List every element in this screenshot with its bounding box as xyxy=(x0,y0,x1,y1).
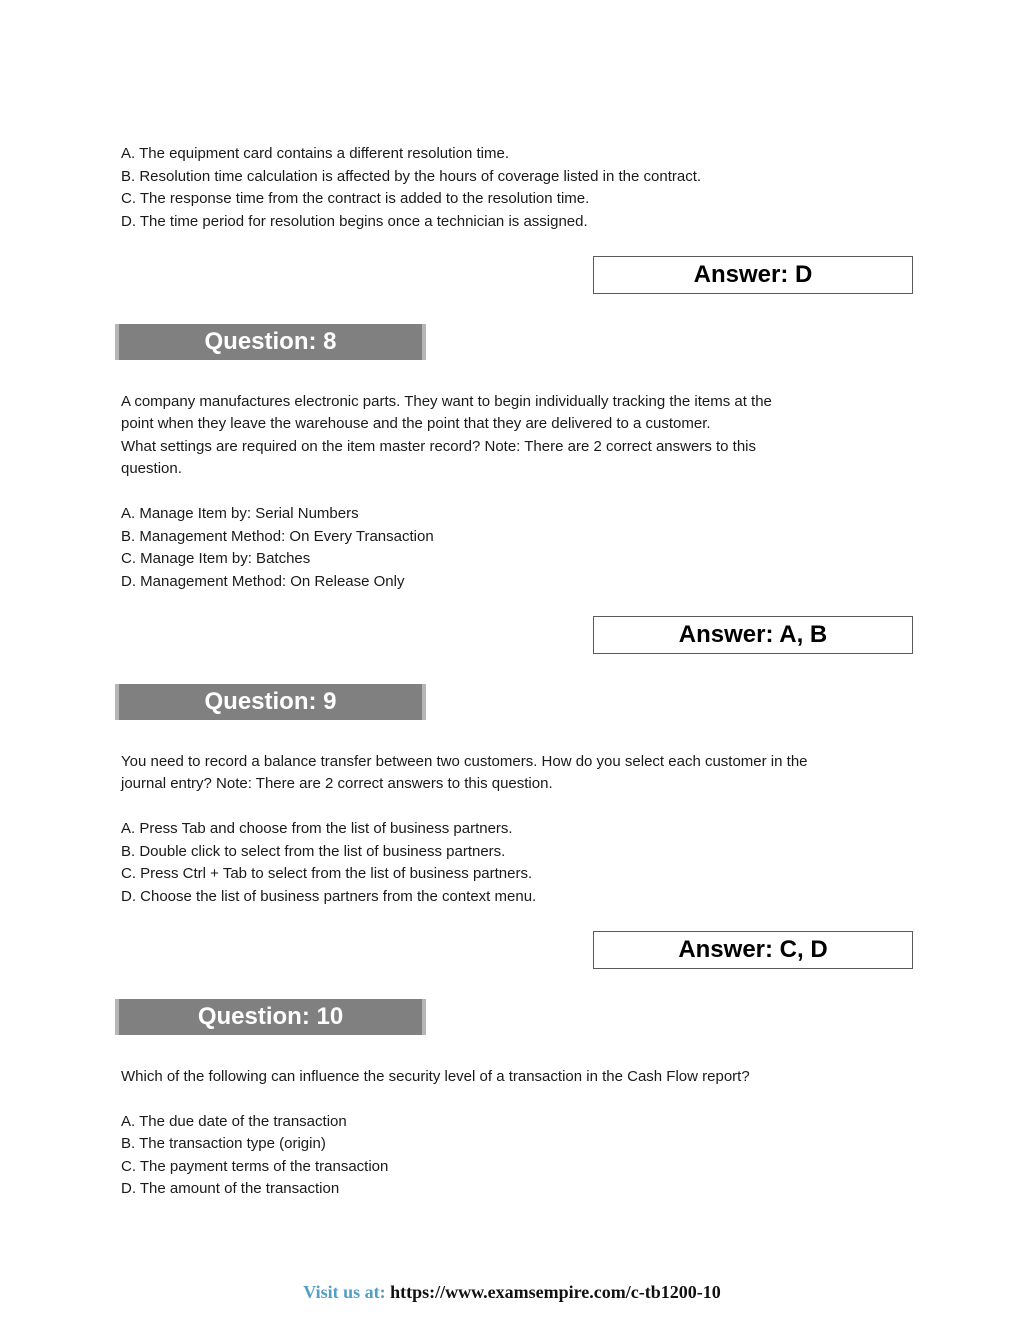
q9-text-line: You need to record a balance transfer between two customers. How do you select each customer in the xyxy=(121,753,808,770)
q9-answer-box: Answer: C, D xyxy=(593,931,913,969)
q8-text-line: point when they leave the warehouse and the point that they are delivered to a customer. xyxy=(121,415,711,432)
footer-label: Visit us at: xyxy=(303,1282,386,1302)
q8-option-d: D. Management Method: On Release Only xyxy=(121,573,405,590)
q10-option-b: B. The transaction type (origin) xyxy=(121,1135,326,1152)
q8-answer-box: Answer: A, B xyxy=(593,616,913,654)
footer xyxy=(0,1282,1024,1303)
q8-option-a: A. Manage Item by: Serial Numbers xyxy=(121,505,359,522)
q10-option-a: A. The due date of the transaction xyxy=(121,1113,347,1130)
q7-option-c: C. The response time from the contract is added to the resolution time. xyxy=(121,190,590,207)
q7-option-b: B. Resolution time calculation is affected by the hours of coverage listed in the contract. xyxy=(121,168,702,185)
q10-option-c: C. The payment terms of the transaction xyxy=(121,1158,389,1175)
q10-text-line: Which of the following can influence the security level of a transaction in the Cash Flow report? xyxy=(121,1068,750,1085)
q8-option-c: C. Manage Item by: Batches xyxy=(121,550,311,567)
q8-option-b: B. Management Method: On Every Transaction xyxy=(121,528,434,545)
q8-text-line: question. xyxy=(121,460,182,477)
q8-text-line: A company manufactures electronic parts. They want to begin individually tracking the items at the xyxy=(121,393,772,410)
q9-option-d: D. Choose the list of business partners from the context menu. xyxy=(121,888,537,905)
q9-option-b: B. Double click to select from the list of business partners. xyxy=(121,843,506,860)
q7-option-d: D. The time period for resolution begins once a technician is assigned. xyxy=(121,213,588,230)
q9-option-c: C. Press Ctrl + Tab to select from the list of business partners. xyxy=(121,865,533,882)
q9-header: Question: 9 xyxy=(115,684,426,720)
q10-option-d: D. The amount of the transaction xyxy=(121,1180,340,1197)
q8-header: Question: 8 xyxy=(115,324,426,360)
q9-text-line: journal entry? Note: There are 2 correct answers to this question. xyxy=(121,775,553,792)
q10-header: Question: 10 xyxy=(115,999,426,1035)
footer-url-link[interactable]: https://www.examsempire.com/c-tb1200-10 xyxy=(390,1282,721,1302)
q8-text-line: What settings are required on the item master record? Note: There are 2 correct answers to this xyxy=(121,438,757,455)
q7-answer-box: Answer: D xyxy=(593,256,913,294)
q7-option-a: A. The equipment card contains a different resolution time. xyxy=(121,145,510,162)
q9-option-a: A. Press Tab and choose from the list of business partners. xyxy=(121,820,513,837)
